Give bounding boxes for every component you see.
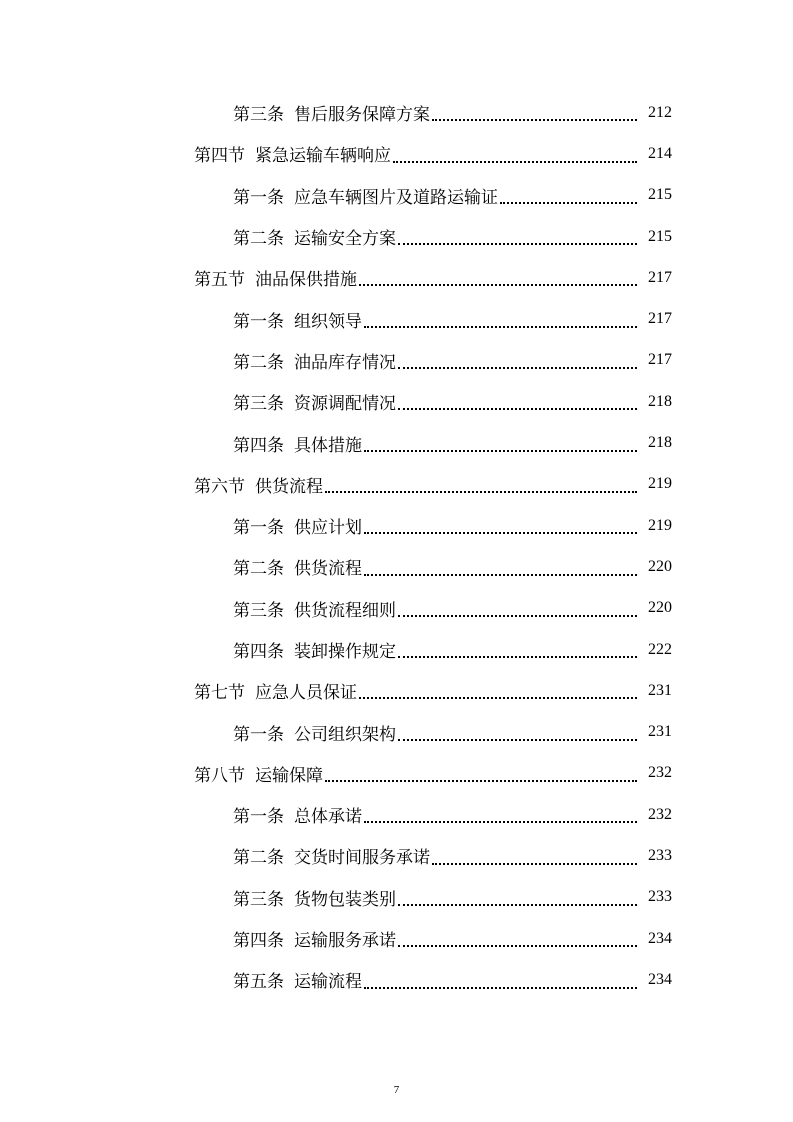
toc-entry-label [233, 637, 396, 662]
toc-article-entry[interactable] [0, 422, 793, 463]
toc-entry-label [233, 554, 362, 579]
toc-entry-page: 219 [648, 516, 672, 534]
toc-entry-title: 运输保障 [255, 765, 323, 786]
toc-entry-number: 第四条 [233, 435, 284, 456]
toc-entry-number: 第四条 [233, 931, 284, 952]
table-of-contents [0, 92, 793, 1001]
toc-entry-title: 应急人员保证 [255, 683, 357, 704]
toc-entry-label [194, 761, 323, 786]
toc-entry-number: 第三条 [233, 600, 284, 621]
toc-entry-label [194, 678, 357, 703]
toc-entry-number: 第三条 [233, 105, 284, 126]
toc-entry-number: 第五条 [233, 972, 284, 993]
toc-entry-page: 220 [648, 557, 672, 575]
dot-leader [398, 727, 637, 741]
toc-entry-title: 运输安全方案 [294, 229, 396, 250]
toc-entry-title: 供货流程 [294, 559, 362, 580]
toc-entry-label [233, 389, 396, 414]
toc-article-entry[interactable] [0, 216, 793, 257]
toc-entry-label [233, 967, 362, 992]
toc-entry-title: 总体承诺 [294, 807, 362, 828]
toc-entry-label [233, 802, 362, 827]
toc-entry-label [233, 348, 396, 373]
dot-leader [364, 975, 637, 989]
toc-entry-page: 232 [648, 764, 672, 782]
dot-leader [432, 851, 637, 865]
dot-leader [325, 479, 637, 493]
toc-article-entry[interactable] [0, 175, 793, 216]
dot-leader [398, 644, 637, 658]
toc-entry-number: 第二条 [233, 352, 284, 373]
toc-entry-title: 装卸操作规定 [294, 642, 396, 662]
toc-entry-page: 231 [648, 723, 672, 741]
toc-entry-number: 第二条 [233, 229, 284, 250]
dot-leader [398, 231, 637, 245]
toc-entry-label [233, 843, 430, 868]
toc-entry-page: 234 [648, 970, 672, 988]
toc-article-entry[interactable] [0, 505, 793, 546]
toc-entry-number: 第五节 [194, 270, 245, 291]
toc-entry-number: 第一条 [233, 518, 284, 539]
toc-article-entry[interactable] [0, 546, 793, 587]
toc-entry-page: 219 [648, 475, 672, 493]
toc-entry-number: 第三条 [233, 394, 284, 415]
toc-entry-title: 供货流程 [255, 476, 323, 497]
toc-entry-title: 运输服务承诺 [294, 931, 396, 952]
toc-entry-label [194, 141, 391, 166]
toc-entry-title: 紧急运输车辆响应 [255, 146, 391, 167]
toc-article-entry[interactable] [0, 340, 793, 381]
toc-entry-label [233, 596, 396, 621]
dot-leader [398, 603, 637, 617]
toc-entry-page: 222 [648, 640, 672, 658]
toc-entry-page: 215 [648, 186, 672, 204]
dot-leader [364, 520, 637, 534]
toc-entry-title: 应急车辆图片及道路运输证 [294, 187, 498, 208]
toc-entry-title: 油品保供措施 [255, 270, 357, 291]
dot-leader [364, 562, 637, 576]
toc-article-entry[interactable] [0, 298, 793, 339]
toc-entry-title: 组织领导 [294, 311, 362, 332]
dot-leader [393, 149, 637, 163]
toc-entry-label [233, 224, 396, 249]
toc-entry-label [194, 265, 357, 290]
toc-entry-title: 油品库存情况 [294, 352, 396, 373]
toc-entry-label [233, 885, 396, 910]
toc-entry-title: 具体措施 [294, 435, 362, 456]
toc-entry-title: 运输流程 [294, 972, 362, 993]
toc-entry-page: 233 [648, 846, 672, 864]
dot-leader [398, 396, 637, 410]
toc-entry-page: 217 [648, 268, 672, 286]
toc-entry-page: 218 [648, 434, 672, 452]
toc-entry-label [233, 513, 362, 538]
dot-leader [500, 190, 637, 204]
toc-entry-number: 第四节 [194, 146, 245, 167]
toc-section-entry[interactable] [0, 257, 793, 298]
dot-leader [398, 355, 637, 369]
toc-entry-page: 232 [648, 805, 672, 823]
toc-entry-page: 217 [648, 310, 672, 328]
toc-article-entry[interactable] [0, 959, 793, 1000]
toc-entry-title: 货物包装类别 [294, 889, 396, 910]
dot-leader [432, 107, 637, 121]
toc-entry-page: 234 [648, 929, 672, 947]
toc-entry-number: 第二条 [233, 848, 284, 869]
toc-entry-number: 第三条 [233, 889, 284, 910]
toc-entry-page: 214 [648, 144, 672, 162]
toc-entry-number: 第四条 [233, 642, 284, 662]
dot-leader [359, 272, 637, 286]
dot-leader [359, 685, 637, 699]
toc-entry-number: 第六节 [194, 476, 245, 497]
toc-article-entry[interactable] [0, 92, 793, 133]
toc-entry-page: 218 [648, 392, 672, 410]
toc-entry-page: 215 [648, 227, 672, 245]
toc-article-entry[interactable] [0, 629, 793, 670]
toc-entry-title: 供货流程细则 [294, 600, 396, 621]
toc-article-entry[interactable] [0, 877, 793, 918]
toc-entry-page: 233 [648, 888, 672, 906]
dot-leader [364, 314, 637, 328]
toc-entry-title: 售后服务保障方案 [294, 105, 430, 126]
toc-entry-label [233, 720, 396, 745]
toc-entry-label [233, 100, 430, 125]
toc-entry-label [233, 307, 362, 332]
dot-leader [325, 768, 637, 782]
toc-section-entry[interactable] [0, 133, 793, 174]
toc-entry-label [233, 926, 396, 951]
page-number: 7 [393, 1084, 400, 1096]
toc-entry-number: 第一条 [233, 311, 284, 332]
toc-section-entry[interactable] [0, 464, 793, 505]
toc-entry-number: 第八节 [194, 765, 245, 786]
dot-leader [398, 933, 637, 947]
toc-entry-number: 第一条 [233, 187, 284, 208]
toc-entry-title: 供应计划 [294, 518, 362, 539]
toc-article-entry[interactable] [0, 918, 793, 959]
dot-leader [364, 438, 637, 452]
toc-entry-page: 217 [648, 351, 672, 369]
toc-entry-title: 交货时间服务承诺 [294, 848, 430, 869]
toc-entry-number: 第一条 [233, 807, 284, 828]
dot-leader [398, 892, 637, 906]
toc-entry-title: 资源调配情况 [294, 394, 396, 415]
toc-section-entry[interactable] [0, 753, 793, 794]
toc-section-entry[interactable] [0, 670, 793, 711]
toc-entry-label [233, 183, 498, 208]
toc-article-entry[interactable] [0, 794, 793, 835]
toc-article-entry[interactable] [0, 588, 793, 629]
toc-article-entry[interactable] [0, 835, 793, 876]
toc-entry-page: 220 [648, 599, 672, 617]
toc-entry-page: 231 [648, 681, 672, 699]
toc-entry-page: 212 [648, 103, 672, 121]
dot-leader [364, 809, 637, 823]
toc-entry-number: 第二条 [233, 559, 284, 580]
toc-entry-number: 第七节 [194, 683, 245, 704]
toc-entry-title: 公司组织架构 [294, 724, 396, 745]
toc-article-entry[interactable] [0, 711, 793, 752]
toc-entry-label [194, 472, 323, 497]
toc-entry-label [233, 431, 362, 456]
toc-entry-number: 第一条 [233, 724, 284, 745]
toc-article-entry[interactable] [0, 381, 793, 422]
